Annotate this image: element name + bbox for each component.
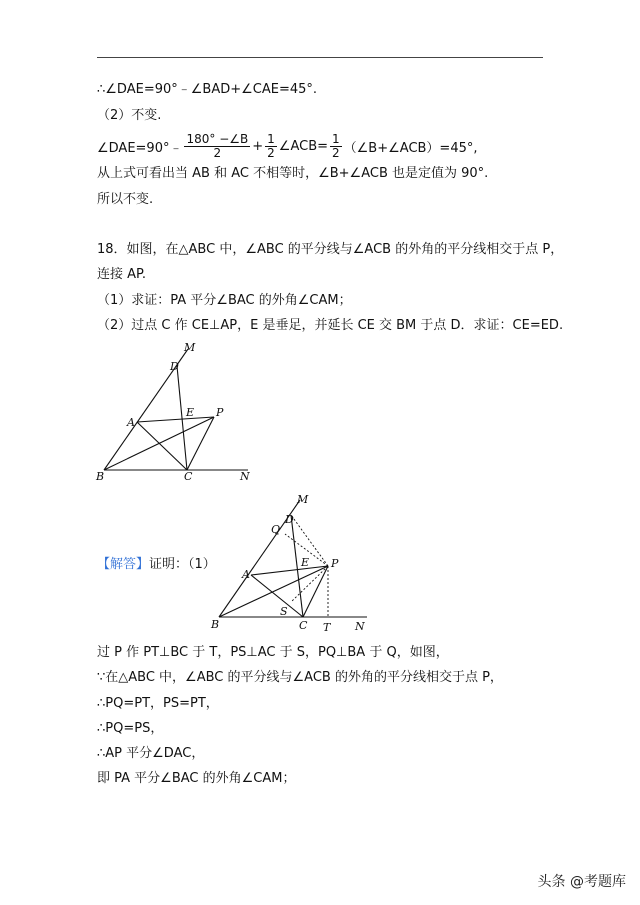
text-line: 从上式可看出当 AB 和 AC 不相等时，∠B+∠ACB 也是定值为 90°.: [97, 166, 489, 181]
point-label-e: E: [301, 556, 310, 569]
answer-intro-text: 证明：（1）: [149, 557, 216, 572]
fraction: [330, 133, 342, 160]
answer-line: ∵在△ABC 中，∠ABC 的平分线与∠ACB 的外角的平分线相交于点 P，: [97, 670, 503, 685]
point-label-q: Q: [271, 523, 281, 536]
fraction-numerator: 1: [267, 131, 275, 146]
point-label-c: C: [299, 619, 308, 632]
fraction: [265, 133, 277, 160]
answer-tag: 【解答】: [97, 557, 150, 572]
point-label-d: D: [170, 360, 179, 373]
answer-line: 过 P 作 PT⊥BC 于 T，PS⊥AC 于 S，PQ⊥BA 于 Q，如图，: [97, 645, 449, 660]
fraction-denominator: 2: [213, 145, 222, 160]
text-line: ∴∠DAE=90°﹣∠BAD+∠CAE=45°.: [97, 82, 318, 97]
point-label-a: A: [127, 416, 135, 429]
point-label-d: D: [285, 513, 294, 526]
point-label-b: B: [211, 618, 220, 631]
fraction-numerator: 1: [332, 131, 340, 146]
fraction-denominator: 2: [267, 145, 275, 160]
answer-line: 即 PA 平分∠BAC 的外角∠CAM；: [97, 771, 296, 786]
geometry-figure-1: [90, 338, 270, 490]
point-label-t: T: [323, 621, 331, 634]
geometry-figure-2: [205, 490, 375, 635]
formula-suffix: （∠B+∠ACB）=45°,: [343, 140, 478, 156]
fraction-denominator: 2: [332, 145, 340, 160]
text-line: 所以不变.: [97, 192, 154, 207]
header-rule: [97, 57, 543, 58]
point-label-p: P: [216, 406, 224, 419]
point-label-m: M: [297, 493, 309, 506]
fraction-numerator: 180° −∠B: [186, 131, 249, 146]
point-label-n: N: [355, 620, 365, 633]
problem-part-2: （2）过点 C 作 CE⊥AP，E 是垂足，并延长 CE 交 BM 于点 D．求证：CE=ED.: [97, 318, 564, 333]
watermark-text: 头条 @考题库: [537, 874, 626, 890]
point-label-m: M: [184, 341, 196, 354]
answer-intro: [97, 557, 216, 573]
formula-line: [97, 130, 478, 162]
point-label-n: N: [240, 470, 250, 483]
point-label-a: A: [242, 568, 250, 581]
point-label-e: E: [186, 406, 195, 419]
fraction: [184, 133, 250, 160]
point-label-b: B: [96, 470, 105, 483]
point-label-s: S: [280, 605, 288, 618]
text-line: （2）不变.: [97, 108, 162, 123]
answer-line: ∴PQ=PT，PS=PT，: [97, 696, 219, 711]
formula-middle: ∠ACB=: [278, 138, 329, 154]
formula-operator: +: [252, 138, 264, 154]
problem-part-1: （1）求证：PA 平分∠BAC 的外角∠CAM；: [97, 293, 352, 308]
answer-line: ∴PQ=PS，: [97, 721, 164, 736]
problem-statement: 18．如图，在△ABC 中，∠ABC 的平分线与∠ACB 的外角的平分线相交于点 P，: [97, 242, 564, 257]
problem-statement: 连接 AP.: [97, 267, 146, 282]
point-label-c: C: [184, 470, 193, 483]
formula-prefix: ∠DAE=90°﹣: [97, 140, 183, 156]
point-label-p: P: [331, 557, 339, 570]
answer-line: ∴AP 平分∠DAC，: [97, 746, 205, 761]
